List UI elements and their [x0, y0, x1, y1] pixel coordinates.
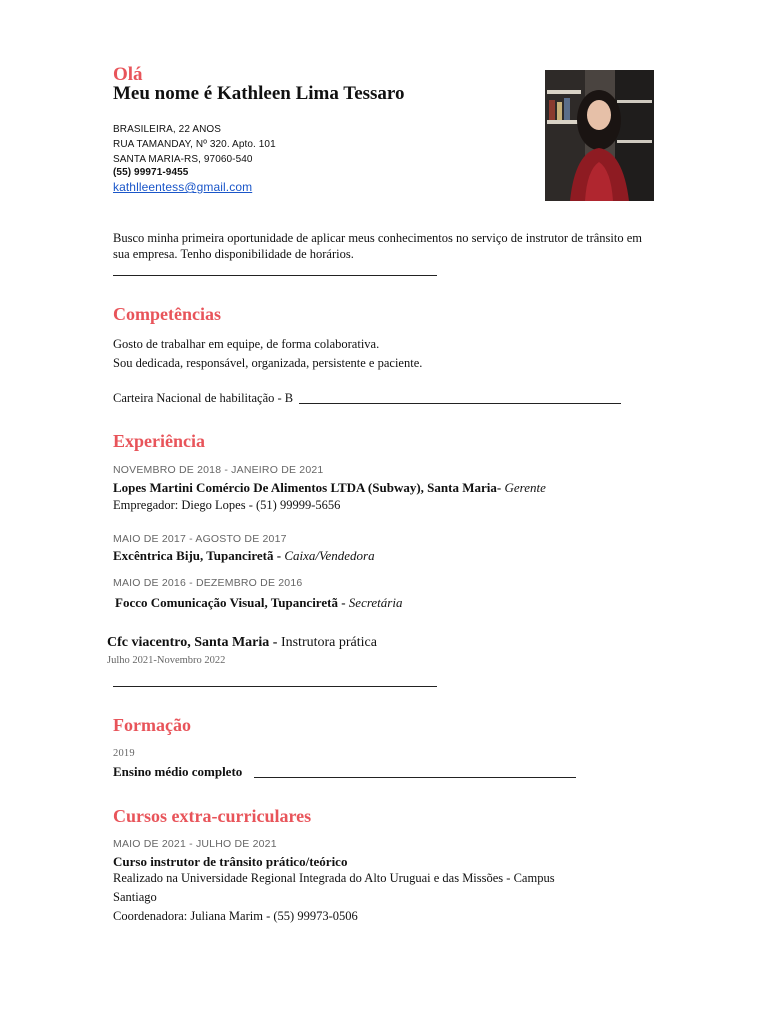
profile-photo-illustration [545, 70, 654, 201]
greeting: Olá [113, 64, 143, 85]
job-date: Julho 2021-Novembro 2022 [107, 655, 226, 666]
divider [299, 403, 621, 404]
job-role: Instrutora prática [280, 635, 377, 650]
job-company: Excêntrica Biju, Tupanciretã [113, 548, 274, 563]
job-company: Lopes Martini Comércio De Alimentos LTDA (Subway), Santa Maria [113, 480, 497, 495]
phone: (55) 99971-9455 [113, 167, 189, 178]
job-company: Cfc viacentro, Santa Maria - [107, 635, 278, 650]
job-company: Focco Comunicação Visual, Tupanciretã [115, 595, 338, 610]
candidate-name: Meu nome é Kathleen Lima Tessaro [113, 83, 405, 104]
job-date: MAIO DE 2016 - DEZEMBRO DE 2016 [113, 577, 303, 589]
job-role: Caixa/Vendedora [284, 548, 375, 563]
address: RUA TAMANDAY, Nº 320. Apto. 101 [113, 139, 276, 150]
formacao-degree: Ensino médio completo [113, 764, 243, 779]
job-date: MAIO DE 2017 - AGOSTO DE 2017 [113, 533, 287, 545]
job-title: Lopes Martini Comércio De Alimentos LTDA (Subway), Santa Maria- Gerente [113, 480, 546, 495]
divider [113, 275, 437, 276]
section-title-competencias: Competências [113, 304, 221, 324]
section-title-experiencia: Experiência [113, 431, 205, 451]
section-title-cursos: Cursos extra-curriculares [113, 806, 312, 826]
job-title: Focco Comunicação Visual, Tupanciretã - Secretária [115, 595, 403, 610]
nationality-age: BRASILEIRA, 22 ANOS [113, 124, 222, 135]
profile-photo [545, 70, 654, 201]
divider [254, 777, 576, 778]
job-role: Secretária [348, 595, 403, 610]
section-title-formacao: Formação [113, 715, 191, 735]
curso-coordinator: Coordenadora: Juliana Marim - (55) 99973-0506 [113, 909, 358, 923]
curso-place-line-2: Santiago [113, 890, 157, 904]
objective-line-2: sua empresa. Tenho disponibilidade de horários. [113, 247, 354, 261]
job-title [107, 635, 377, 651]
curso-place-line-1: Realizado na Universidade Regional Integrada do Alto Uruguai e das Missões - Campus [113, 871, 555, 885]
formacao-year: 2019 [113, 748, 135, 759]
city: SANTA MARIA-RS, 97060-540 [113, 154, 253, 165]
license: Carteira Nacional de habilitação - B [113, 391, 294, 405]
job-employer: Empregador: Diego Lopes - (51) 99999-5656 [113, 498, 341, 512]
competencia-line-2: Sou dedicada, responsável, organizada, persistente e paciente. [113, 356, 423, 370]
email-link[interactable]: kathlleentess@gmail.com [113, 180, 253, 194]
curso-date: MAIO DE 2021 - JULHO DE 2021 [113, 838, 277, 850]
curso-name: Curso instrutor de trânsito prático/teórico [113, 854, 348, 869]
job-role: Gerente [504, 480, 546, 495]
job-date: NOVEMBRO DE 2018 - JANEIRO DE 2021 [113, 464, 324, 476]
competencia-line-1: Gosto de trabalhar em equipe, de forma colaborativa. [113, 337, 380, 351]
objective-line-1: Busco minha primeira oportunidade de aplicar meus conhecimentos no serviço de instrutor de trânsito em [113, 231, 643, 245]
divider [113, 686, 437, 687]
job-title: Excêntrica Biju, Tupanciretã - Caixa/Vendedora [113, 548, 375, 563]
